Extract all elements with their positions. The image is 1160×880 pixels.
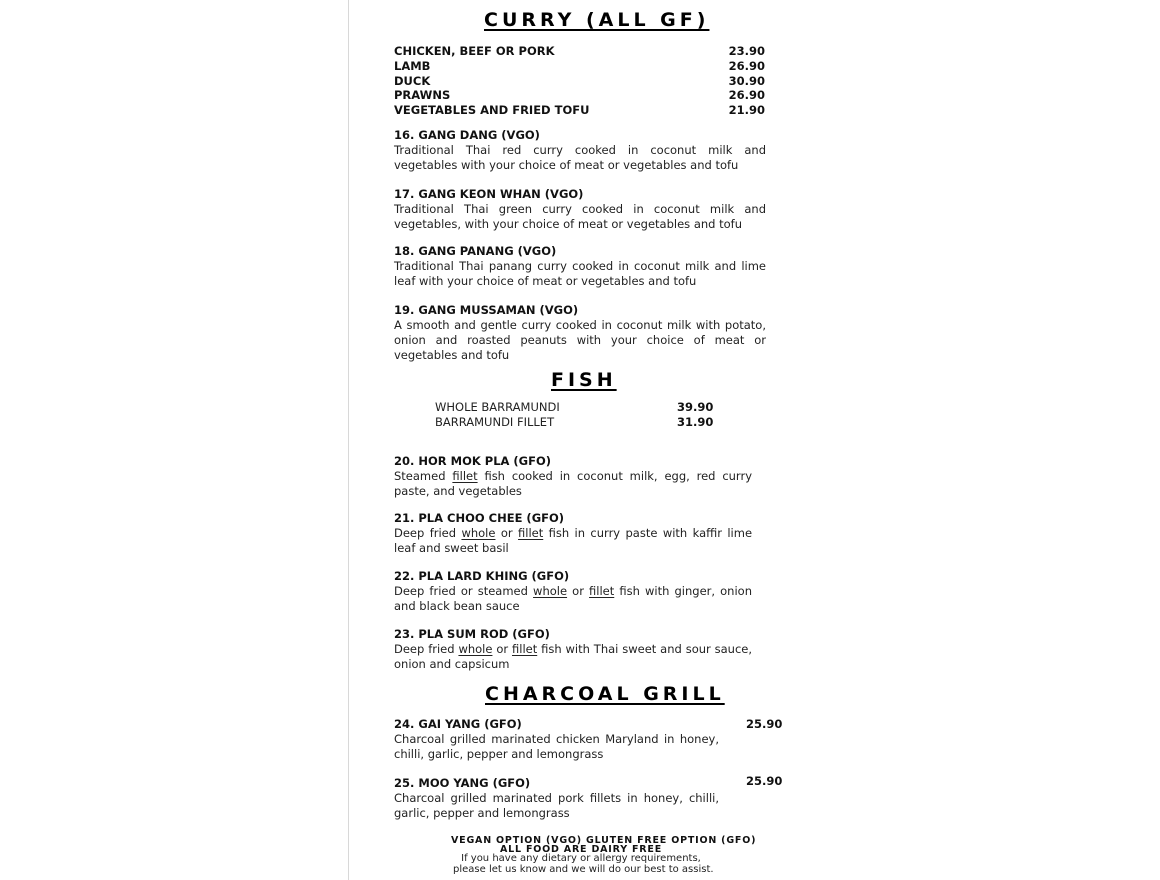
curry-section-title: CURRY (ALL GF) <box>484 9 710 31</box>
menu-item <box>394 454 752 499</box>
curry-price-value: 21.90 <box>728 103 765 118</box>
dietary-options-note: VEGAN OPTION (VGO) GLUTEN FREE OPTION (GFO) <box>451 835 757 846</box>
curry-price-label: CHICKEN, BEEF OR PORK <box>394 44 555 58</box>
dish-description: Traditional Thai red curry cooked in coconut milk and vegetables with your choice of meat or vegetables and tofu <box>394 143 766 172</box>
dish-description: Charcoal grilled marinated chicken Maryland in honey, chilli, garlic, pepper and lemongrass <box>394 732 719 761</box>
menu-item <box>394 128 766 173</box>
menu-item <box>394 244 766 289</box>
curry-price-value: 30.90 <box>728 73 765 88</box>
menu-item <box>394 717 719 762</box>
menu-item <box>394 569 752 614</box>
dish-name: 17. GANG KEON WHAN (VGO) <box>394 187 584 201</box>
grill-section-title: CHARCOAL GRILL <box>485 683 725 705</box>
curry-price-label: DUCK <box>394 73 431 88</box>
curry-price-value: 23.90 <box>728 44 765 58</box>
dish-name: 19. GANG MUSSAMAN (VGO) <box>394 303 579 317</box>
dish-price: 25.90 <box>746 717 783 731</box>
fish-price-value: 39.90 <box>677 400 714 414</box>
dish-description: Deep fried whole or fillet fish in curry paste with kaffir lime leaf and sweet basil <box>394 526 753 555</box>
menu-item <box>394 511 752 556</box>
dish-name: 18. GANG PANANG (VGO) <box>394 244 557 258</box>
fish-section-title: FISH <box>551 369 617 391</box>
curry-price-label: VEGETABLES AND FRIED TOFU <box>394 103 590 118</box>
dish-name: 25. MOO YANG (GFO) <box>394 776 531 790</box>
dish-name: 23. PLA SUM ROD (GFO) <box>394 627 550 641</box>
menu-item <box>394 303 766 362</box>
dish-description: Traditional Thai panang curry cooked in coconut milk and lime leaf with your choice of meat or vegetables and tofu <box>394 259 766 288</box>
fish-price-value: 31.90 <box>677 414 714 429</box>
curry-price-label: PRAWNS <box>394 88 451 103</box>
page-edge-divider <box>348 0 349 880</box>
dish-name: 21. PLA CHOO CHEE (GFO) <box>394 511 565 525</box>
fish-price-label: WHOLE BARRAMUNDI <box>435 400 560 414</box>
curry-price-value: 26.90 <box>728 88 765 103</box>
dish-description: Deep fried whole or fillet fish with Thai sweet and sour sauce, onion and capsicum <box>394 642 753 671</box>
dish-description: Charcoal grilled marinated pork fillets in honey, chilli, garlic, pepper and lemongrass <box>394 791 719 820</box>
fish-price-label: BARRAMUNDI FILLET <box>435 414 555 429</box>
dish-name: 20. HOR MOK PLA (GFO) <box>394 454 552 468</box>
dish-name: 22. PLA LARD KHING (GFO) <box>394 569 570 583</box>
dish-description: Deep fried or steamed whole or fillet fish with ginger, onion and black bean sauce <box>394 584 752 613</box>
allergy-note: If you have any dietary or allergy requirements, <box>461 853 701 864</box>
dish-name: 24. GAI YANG (GFO) <box>394 717 522 731</box>
curry-price-value: 26.90 <box>728 58 765 73</box>
menu-item <box>394 776 719 821</box>
menu-item <box>394 627 752 672</box>
dish-price: 25.90 <box>746 774 783 788</box>
dish-description: A smooth and gentle curry cooked in coconut milk with potato, onion and roasted peanuts with your choice of meat or vegetables and tofu <box>394 318 766 362</box>
allergy-note: please let us know and we will do our best to assist. <box>453 864 714 875</box>
dish-description: Traditional Thai green curry cooked in coconut milk and vegetables, with your choice of meat or vegetables and tofu <box>394 202 766 231</box>
curry-price-label: LAMB <box>394 58 431 73</box>
dish-description: Steamed fillet fish cooked in coconut milk, egg, red curry paste, and vegetables <box>394 469 752 498</box>
dairy-free-note: ALL FOOD ARE DAIRY FREE <box>499 844 662 855</box>
menu-item <box>394 187 766 232</box>
dish-name: 16. GANG DANG (VGO) <box>394 128 540 142</box>
